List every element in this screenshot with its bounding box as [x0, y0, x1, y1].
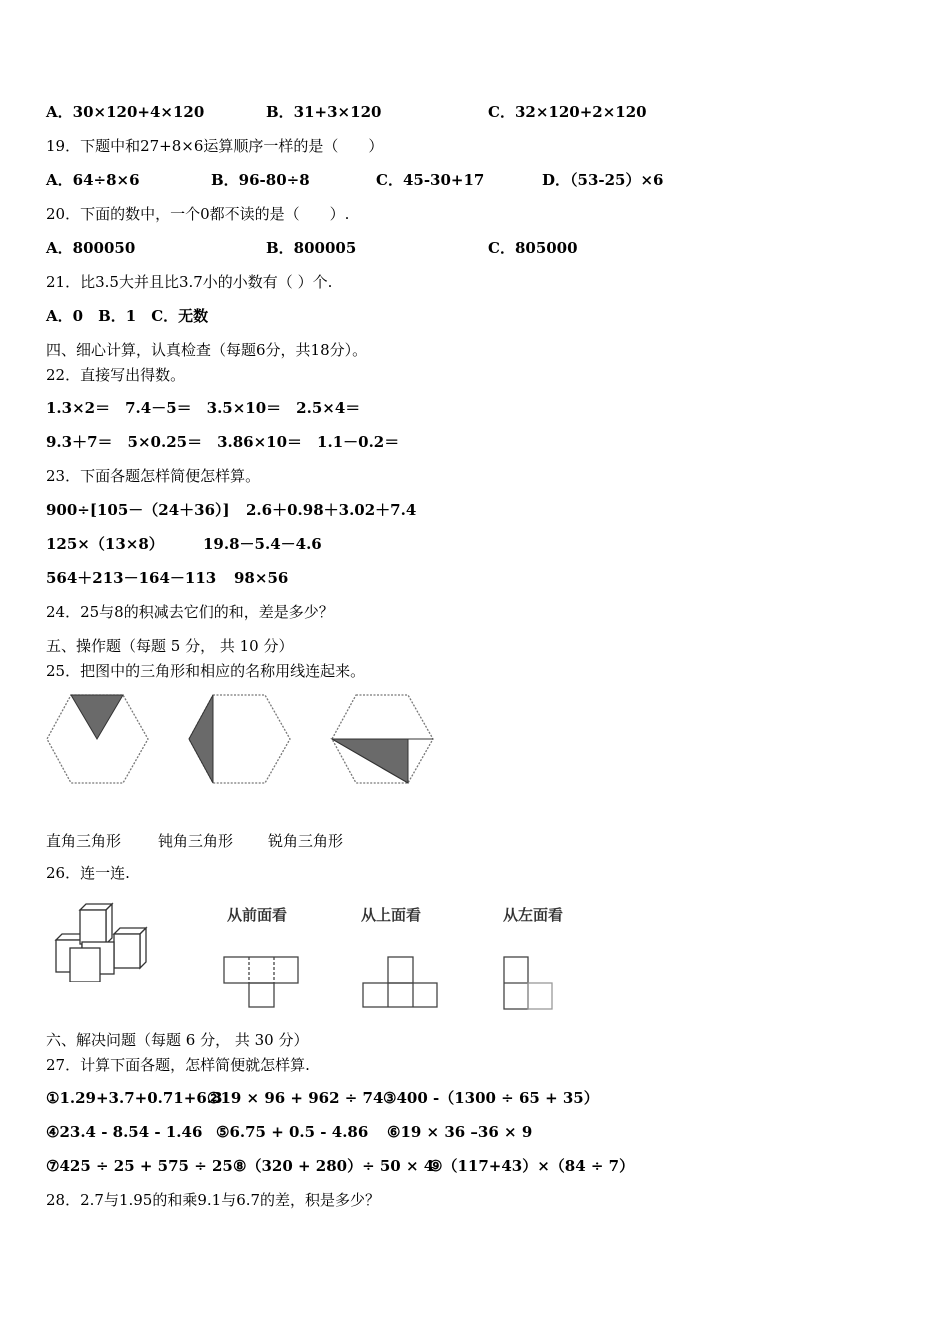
q27-item-3: ③400 -（1300 ÷ 65 + 35）	[383, 1089, 599, 1107]
q26-view-left-label: 从左面看	[503, 906, 564, 924]
q20-option-a: A．800050	[46, 239, 136, 257]
q26-view-front-shape	[222, 955, 302, 1009]
q27-item-6: ⑥19 × 36 –36 × 9	[387, 1123, 533, 1141]
q27-item-2: ②19 × 96 + 962 ÷ 74	[207, 1089, 384, 1107]
q25-label-obtuse-triangle: 钝角三角形	[158, 832, 234, 850]
triangle-acute-1	[71, 695, 123, 739]
section5-heading: 五、操作题（每题 5 分， 共 10 分）	[46, 637, 294, 655]
q23-row2a: 125×（13×8）	[46, 535, 164, 553]
q26-view-top-shape	[361, 955, 441, 1009]
q22-row2: 9.3＋7＝ 5×0.25＝ 3.86×10＝ 1.1－0.2＝	[46, 433, 400, 451]
q20-stem: 20．下面的数中，一个0都不读的是（ ）.	[46, 205, 350, 223]
q24-stem: 24．25与8的积减去它们的和，差是多少？	[46, 603, 334, 621]
q26-view-top-label: 从上面看	[361, 906, 422, 924]
q28-stem: 28．2.7与1.95的和乘9.1与6.7的差，积是多少？	[46, 1191, 381, 1209]
q20-option-c: C．805000	[488, 239, 578, 257]
triangle-obtuse-1	[189, 695, 213, 783]
q19-stem: 19．下题中和27+8×6运算顺序一样的是（ ）	[46, 137, 384, 155]
q25-label-right-triangle: 直角三角形	[46, 832, 122, 850]
hexagon-2	[189, 695, 290, 783]
q18-option-c: C．32×120+2×120	[488, 103, 647, 121]
q27-item-7: ⑦425 ÷ 25 + 575 ÷ 25	[46, 1157, 233, 1175]
q27-stem: 27．计算下面各题，怎样简便就怎样算.	[46, 1056, 310, 1074]
q27-item-5: ⑤6.75 + 0.5 - 4.86	[216, 1123, 369, 1141]
q23-stem: 23．下面各题怎样简便怎样算。	[46, 467, 261, 485]
q26-stem: 26．连一连.	[46, 864, 130, 882]
hexagon-3	[332, 695, 433, 783]
q23-row2b: 19.8－5.4－4.6	[203, 535, 322, 553]
q23-row1b: 2.6＋0.98＋3.02＋7.4	[246, 501, 417, 519]
q26-view-left-shape	[501, 955, 557, 1011]
q25-stem: 25．把图中的三角形和相应的名称用线连起来。	[46, 662, 366, 680]
hexagon-1	[47, 695, 148, 783]
q26-view-front-label: 从前面看	[227, 906, 288, 924]
q25-label-acute-triangle: 锐角三角形	[268, 832, 344, 850]
section4-heading: 四、细心计算，认真检查（每题6分，共18分）。	[46, 341, 368, 359]
q19-option-a: A．64÷8×6	[46, 171, 140, 189]
q21-options: A．0 B．1 C．无数	[46, 307, 209, 325]
q26-cube-stack	[48, 902, 158, 982]
q19-option-b: B．96-80÷8	[211, 171, 310, 189]
q23-row1a: 900÷[105－（24＋36）]	[46, 501, 230, 519]
q27-item-9: ⑨（117+43）×（84 ÷ 7）	[429, 1157, 635, 1175]
q20-option-b: B．800005	[266, 239, 357, 257]
q22-stem: 22．直接写出得数。	[46, 366, 186, 384]
q25-hexagon-figures	[45, 693, 435, 785]
q27-item-4: ④23.4 - 8.54 - 1.46	[46, 1123, 203, 1141]
section6-heading: 六、解决问题（每题 6 分， 共 30 分）	[46, 1031, 309, 1049]
q18-option-a: A．30×120+4×120	[46, 103, 205, 121]
q27-item-8: ⑧（320 + 280）÷ 50 × 4	[233, 1157, 435, 1175]
q22-row1: 1.3×2＝ 7.4－5＝ 3.5×10＝ 2.5×4＝	[46, 399, 361, 417]
q19-option-d: D．（53-25）×6	[542, 171, 664, 189]
q19-option-c: C．45-30+17	[376, 171, 485, 189]
q18-option-b: B．31+3×120	[266, 103, 382, 121]
q21-stem: 21．比3.5大并且比3.7小的小数有（ ）个.	[46, 273, 333, 291]
q23-row3b: 98×56	[234, 569, 289, 587]
q27-item-1: ①1.29+3.7+0.71+6.3	[46, 1089, 223, 1107]
q23-row3a: 564＋213－164－113	[46, 569, 217, 587]
